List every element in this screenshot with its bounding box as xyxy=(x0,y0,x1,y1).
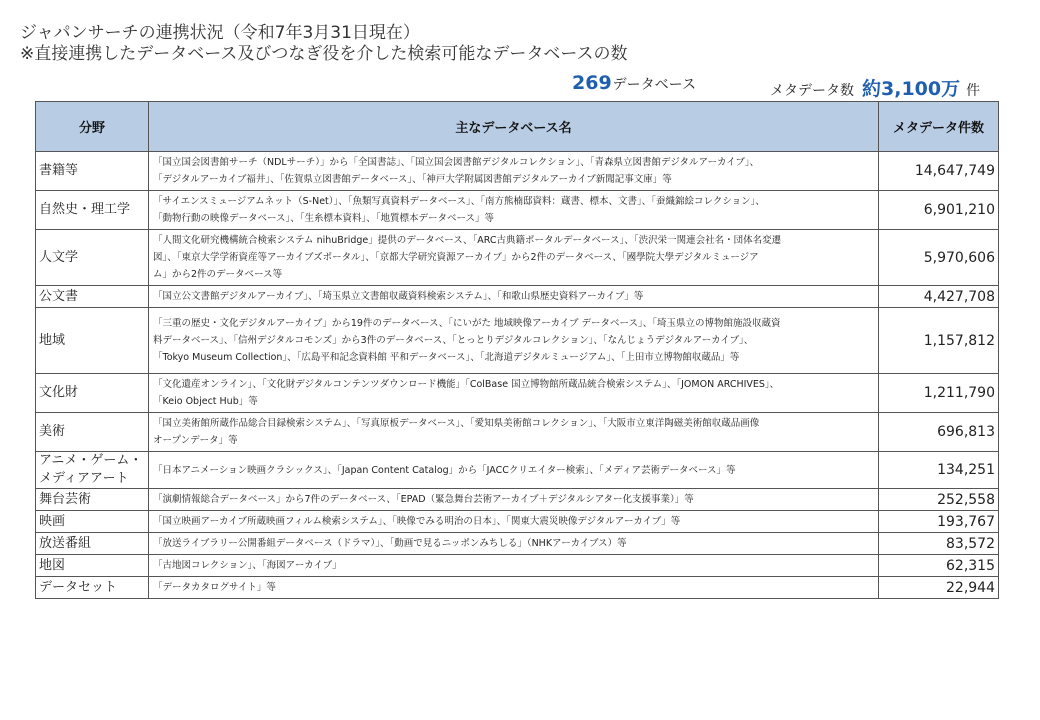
header-metadata-count: メタデータ件数 xyxy=(879,102,999,152)
database-names-line: 「国立国会図書館サーチ（NDLサーチ）」から「全国書誌」、「国立国会図書館デジタルコレクション」、「青森県立図書館デジタルアーカイブ」、 xyxy=(153,157,760,168)
metadata-count-cell: 62,315 xyxy=(879,555,999,577)
database-names-line: 「演劇情報総合データベース」から7件のデータベース、「EPAD（緊急舞台芸術アーカイブ＋デジタルシアター化支援事業）」等 xyxy=(153,494,694,505)
metadata-count-cell: 193,767 xyxy=(879,511,999,533)
table-header-row xyxy=(36,102,999,152)
table-row xyxy=(36,511,999,533)
database-names-cell xyxy=(149,452,879,489)
table-row xyxy=(36,152,999,191)
database-names-cell xyxy=(149,577,879,599)
metadata-count-cell: 5,970,606 xyxy=(879,230,999,286)
database-names-line: 「日本アニメーション映画クラシックス」、「Japan Content Catalog」から「JACCクリエイター検索」、「メディア芸術データベース」等 xyxy=(153,464,736,476)
metadata-count-cell: 696,813 xyxy=(879,413,999,452)
field-cell: 地図 xyxy=(36,555,149,577)
database-names-cell xyxy=(149,374,879,413)
database-table xyxy=(35,101,999,599)
metadata-count-cell: 1,211,790 xyxy=(879,374,999,413)
database-names-cell xyxy=(149,511,879,533)
database-names-line: 料データベース」、「信州デジタルコモンズ」から3件のデータベース、「とっとりデジタルコレクション」、「なんじょうデジタルアーカイブ」、 xyxy=(153,335,754,346)
field-cell: 文化財 xyxy=(36,374,149,413)
field-cell: 人文学 xyxy=(36,230,149,286)
database-names-line: 「国立公文書館デジタルアーカイブ」、「埼玉県立文書館収蔵資料検索システム」、「和歌山県歴史資料アーカイブ」等 xyxy=(153,291,644,302)
database-names-line: 「国立映画アーカイブ所蔵映画フィルム検索システム」、「映像でみる明治の日本」、「関東大震災映像デジタルアーカイブ」等 xyxy=(153,516,681,527)
field-cell: 自然史・理工学 xyxy=(36,191,149,230)
table-row xyxy=(36,452,999,489)
database-names-line: 図」、「東京大学学術資産等アーカイブズポータル」、「京都大学研究資源アーカイブ」から2件のデータベース、「國學院大學デジタルミュージア xyxy=(153,252,759,263)
database-names-line: 「文化遺産オンライン」、「文化財デジタルコンテンツダウンロード機能」「ColBase 国立博物館所蔵品統合検索システム」、「JOMON ARCHIVES」、 xyxy=(153,379,780,390)
table-row xyxy=(36,191,999,230)
field-cell: 公文書 xyxy=(36,286,149,308)
field-cell: 舞台芸術 xyxy=(36,489,149,511)
table-row xyxy=(36,308,999,374)
table-row xyxy=(36,230,999,286)
database-names-line: 「人間文化研究機構統合検索システム nihuBridge」提供のデータベース、「ARC古典籍ポータルデータベース」、「渋沢栄一関連会社名・団体名変遷 xyxy=(153,235,782,246)
metadata-count-cell: 83,572 xyxy=(879,533,999,555)
metadata-count-cell: 14,647,749 xyxy=(879,152,999,191)
database-names-cell xyxy=(149,152,879,191)
field-cell: 放送番組 xyxy=(36,533,149,555)
database-names-line: 「Tokyo Museum Collection」、「広島平和記念資料館 平和データベース」、「北海道デジタルミュージアム」、「上田市立博物館収蔵品」等 xyxy=(153,352,740,363)
database-names-cell xyxy=(149,308,879,374)
header-database-names: 主なデータベース名 xyxy=(149,102,879,152)
database-names-line: ム」から2件のデータベース等 xyxy=(153,269,283,280)
database-names-cell xyxy=(149,413,879,452)
database-names-cell xyxy=(149,286,879,308)
database-names-line: 「サイエンスミュージアムネット（S-Net）」、「魚類写真資料データベース」、「南方熊楠邸資料：蔵書、標本、文書」、「蚕織錦絵コレクション」、 xyxy=(153,196,765,207)
field-cell: 地域 xyxy=(36,308,149,374)
metadata-count-cell: 6,901,210 xyxy=(879,191,999,230)
table-row xyxy=(36,577,999,599)
database-names-cell xyxy=(149,489,879,511)
metadata-count-label: メタデータ数 xyxy=(770,83,854,99)
table-row xyxy=(36,533,999,555)
metadata-count-stat xyxy=(770,74,980,101)
table-row xyxy=(36,555,999,577)
header-field: 分野 xyxy=(36,102,149,152)
field-cell: 書籍等 xyxy=(36,152,149,191)
database-names-line: 「デジタルアーカイブ福井」、「佐賀県立図書館データベース」、「神戸大学附属図書館デジタルアーカイブ新聞記事文庫」等 xyxy=(153,174,672,185)
table-row xyxy=(36,286,999,308)
field-cell: データセット xyxy=(36,577,149,599)
metadata-count-cell: 4,427,708 xyxy=(879,286,999,308)
metadata-count-cell: 134,251 xyxy=(879,452,999,489)
database-names-line: 「データカタログサイト」等 xyxy=(153,582,276,593)
metadata-count-value: 約3,100万 xyxy=(862,78,961,100)
database-names-line: 「動物行動の映像データベース」、「生糸標本資料」、「地質標本データベース」等 xyxy=(153,213,495,224)
metadata-count-cell: 22,944 xyxy=(879,577,999,599)
field-cell: 映画 xyxy=(36,511,149,533)
database-names-line: 「古地図コレクション」、「海図アーカイブ」 xyxy=(153,560,342,571)
page-title: ジャパンサーチの連携状況（令和7年3月31日現在） xyxy=(20,23,420,43)
database-names-line: 「三重の歴史・文化デジタルアーカイブ」から19件のデータベース、「にいがた 地域映像アーカイブ データベース」、「埼玉県立の博物館施設収蔵資 xyxy=(153,318,781,329)
database-count-stat xyxy=(572,72,696,94)
database-names-cell xyxy=(149,533,879,555)
page-subtitle: ※直接連携したデータベース及びつなぎ役を介した検索可能なデータベースの数 xyxy=(20,44,628,64)
database-names-cell xyxy=(149,555,879,577)
database-names-line: オープンデータ」等 xyxy=(153,435,238,446)
table-row xyxy=(36,374,999,413)
database-names-cell xyxy=(149,230,879,286)
database-names-line: 「国立美術館所蔵作品総合目録検索システム」、「写真原板データベース」、「愛知県美術館コレクション」、「大阪市立東洋陶磁美術館収蔵品画像 xyxy=(153,418,760,429)
database-names-line: 「放送ライブラリー公開番組データベース（ドラマ）」、「動画で見るニッポンみちしる」（NHKアーカイブス）等 xyxy=(153,538,627,549)
database-names-line: 「Keio Object Hub」等 xyxy=(153,396,258,407)
database-count-value: 269 xyxy=(572,72,612,94)
database-count-label: データベース xyxy=(612,77,696,93)
database-names-cell xyxy=(149,191,879,230)
field-cell: 美術 xyxy=(36,413,149,452)
table-row xyxy=(36,413,999,452)
metadata-count-unit: 件 xyxy=(966,83,981,99)
table-row xyxy=(36,489,999,511)
metadata-count-cell: 1,157,812 xyxy=(879,308,999,374)
field-cell: アニメ・ゲーム・メディアアート xyxy=(36,452,149,489)
metadata-count-cell: 252,558 xyxy=(879,489,999,511)
